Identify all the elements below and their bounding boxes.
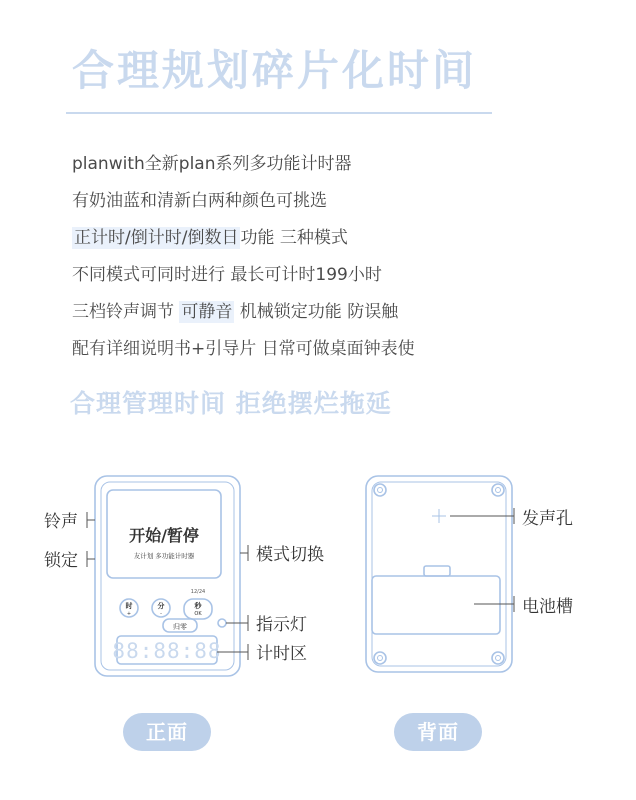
battery-callout xyxy=(474,596,514,612)
timer-area-callout xyxy=(217,644,248,660)
ring-callout xyxy=(87,512,95,528)
screw-icon xyxy=(492,652,504,664)
mode-switch-callout xyxy=(240,545,248,561)
hour-button-sub: + xyxy=(126,611,132,617)
indicator-light xyxy=(218,619,226,627)
lock-label: 锁定 xyxy=(44,551,78,571)
feature-item: 三档铃声调节 可静音 机械锁定功能 防误触 xyxy=(72,302,399,322)
speaker-hole-icon xyxy=(432,509,446,523)
mode-switch-label: 模式切换 xyxy=(256,545,324,565)
feature-item: planwith全新plan系列多功能计时器 xyxy=(72,154,352,174)
minute-button-sub: - xyxy=(160,611,162,617)
back-caption: 背面 xyxy=(394,713,482,751)
page-title: 合理规划碎片化时间 xyxy=(72,46,478,95)
feature-highlight: 可静音 xyxy=(181,302,233,322)
timer-area-label: 计时区 xyxy=(256,644,307,664)
lock-callout xyxy=(87,551,95,567)
front-caption: 正面 xyxy=(123,713,211,751)
screw-icon xyxy=(374,652,386,664)
battery-slot xyxy=(372,576,500,634)
reset-button-label: 归零 xyxy=(173,623,187,631)
speaker-label: 发声孔 xyxy=(522,509,573,529)
modes-label: 友计划 多功能计时器 xyxy=(133,552,195,560)
indicator-callout xyxy=(226,615,248,631)
ring-label: 铃声 xyxy=(44,512,78,532)
section-subtitle: 合理管理时间 拒绝摆烂拖延 xyxy=(70,389,392,418)
hour-button-label: 时 xyxy=(125,602,133,610)
minute-button-label: 分 xyxy=(157,602,165,610)
screw-icon xyxy=(492,484,504,496)
back-callouts xyxy=(450,508,514,612)
second-button-sub: OK xyxy=(194,611,202,617)
screw-icon xyxy=(374,484,386,496)
feature-item: 有奶油蓝和清新白两种颜色可挑选 xyxy=(72,191,327,211)
display-digits: 88:88:88 xyxy=(112,639,222,663)
feature-item: 不同模式可同时进行 最长可计时199小时 xyxy=(72,265,382,285)
feature-item: 配有详细说明书+引导片 日常可做桌面钟表使 xyxy=(72,339,415,359)
battery-label: 电池槽 xyxy=(522,597,573,617)
mode-indicator-label: 12/24 xyxy=(190,589,206,595)
feature-item: 正计时/倒计时/倒数日 功能 三种模式 xyxy=(74,228,348,248)
feature-highlight: 正计时/倒计时/倒数日 xyxy=(74,228,239,248)
speaker-callout xyxy=(450,508,514,524)
indicator-label: 指示灯 xyxy=(256,615,307,635)
second-button-label: 秒 xyxy=(194,602,202,610)
start-pause-label: 开始/暂停 xyxy=(129,526,199,545)
back-body-outline xyxy=(366,476,512,672)
battery-latch xyxy=(424,566,450,576)
device-back xyxy=(366,476,512,672)
